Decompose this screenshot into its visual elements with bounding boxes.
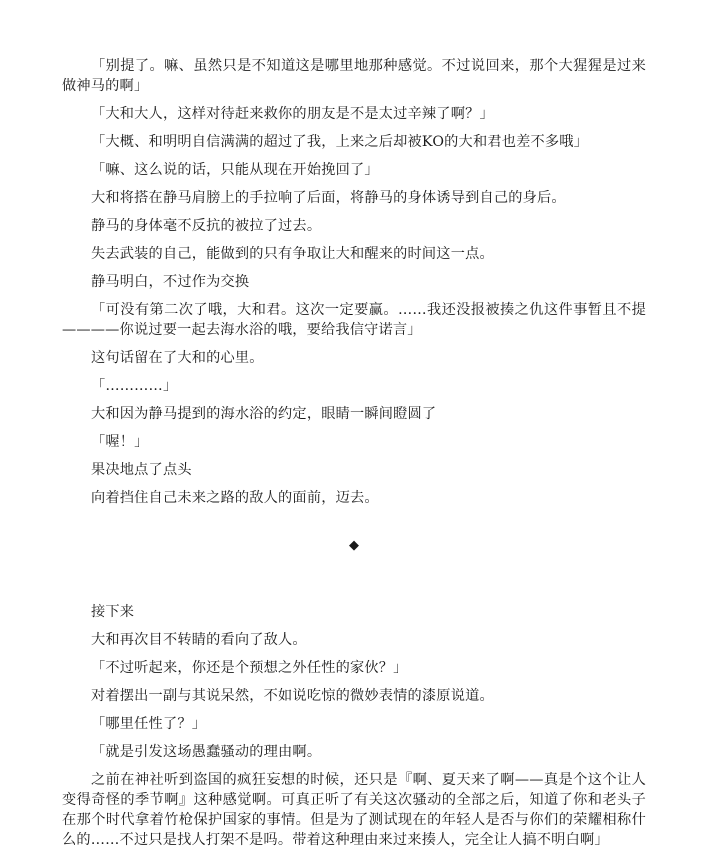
paragraph: 接下来 (91, 604, 135, 620)
paragraph: 大和因为静马提到的海水浴的约定，眼睛一瞬间瞪圆了 (91, 406, 437, 422)
paragraph: 「哪里任性了？」 (91, 716, 207, 732)
paragraph: 「不过听起来，你还是个预想之外任性的家伙？」 (91, 660, 408, 676)
paragraph: 果决地点了点头 (91, 462, 192, 478)
paragraph: 「可没有第二次了哦，大和君。这次一定要赢。……我还没报被揍之仇这件事暂且不提————你说过要一起去海水浴的哦，要给我信守诺言」 (62, 302, 646, 338)
paragraph: 「嘛、这么说的话，只能从现在开始挽回了」 (91, 162, 379, 178)
paragraph: 之前在神社听到盗国的疯狂妄想的时候，还只是『啊、夏天来了啊——真是个这个让人变得奇怪的季节啊』这种感觉啊。可真正听了有关这次骚动的全部之后，知道了你和老头子在那个时代拿着竹枪保护国家的事情。但是为了测试现在的年轻人是否与你们的荣耀相称什么的……不过只是找人打架不是吗。带着这种理由来过来揍人，完全让人搞不明白啊」 (62, 772, 646, 848)
paragraph: 静马明白，不过作为交换 (91, 274, 250, 290)
section-separator-diamond: ◆ (349, 538, 359, 553)
document-page (62, 56, 646, 858)
paragraph: 失去武装的自己，能做到的只有争取让大和醒来的时间这一点。 (91, 246, 494, 262)
paragraph: 「别提了。嘛、虽然只是不知道这是哪里地那种感觉。不过说回来，那个大猩猩是过来做神马的啊」 (62, 58, 646, 94)
paragraph: 大和将搭在静马肩膀上的手拉响了后面，将静马的身体诱导到自己的身后。 (91, 190, 566, 206)
paragraph: 大和再次目不转睛的看向了敌人。 (91, 632, 307, 648)
paragraph: 向着挡住自己未来之路的敌人的面前，迈去。 (91, 490, 379, 506)
paragraph: 「大和大人，这样对待赶来救你的朋友是不是太过辛辣了啊？」 (91, 106, 494, 122)
paragraph: 「就是引发这场愚蠢骚动的理由啊。 (91, 744, 322, 760)
paragraph: 「大概、和明明自信满满的超过了我，上来之后却被KO的大和君也差不多哦」 (91, 134, 589, 150)
paragraph: 「…………」 (91, 378, 178, 394)
paragraph: 这句话留在了大和的心里。 (91, 350, 264, 366)
paragraph: 对着摆出一副与其说呆然，不如说吃惊的微妙表情的漆原说道。 (91, 688, 494, 704)
paragraph: 静马的身体毫不反抗的被拉了过去。 (91, 218, 322, 234)
paragraph: 「喔！」 (91, 434, 149, 450)
